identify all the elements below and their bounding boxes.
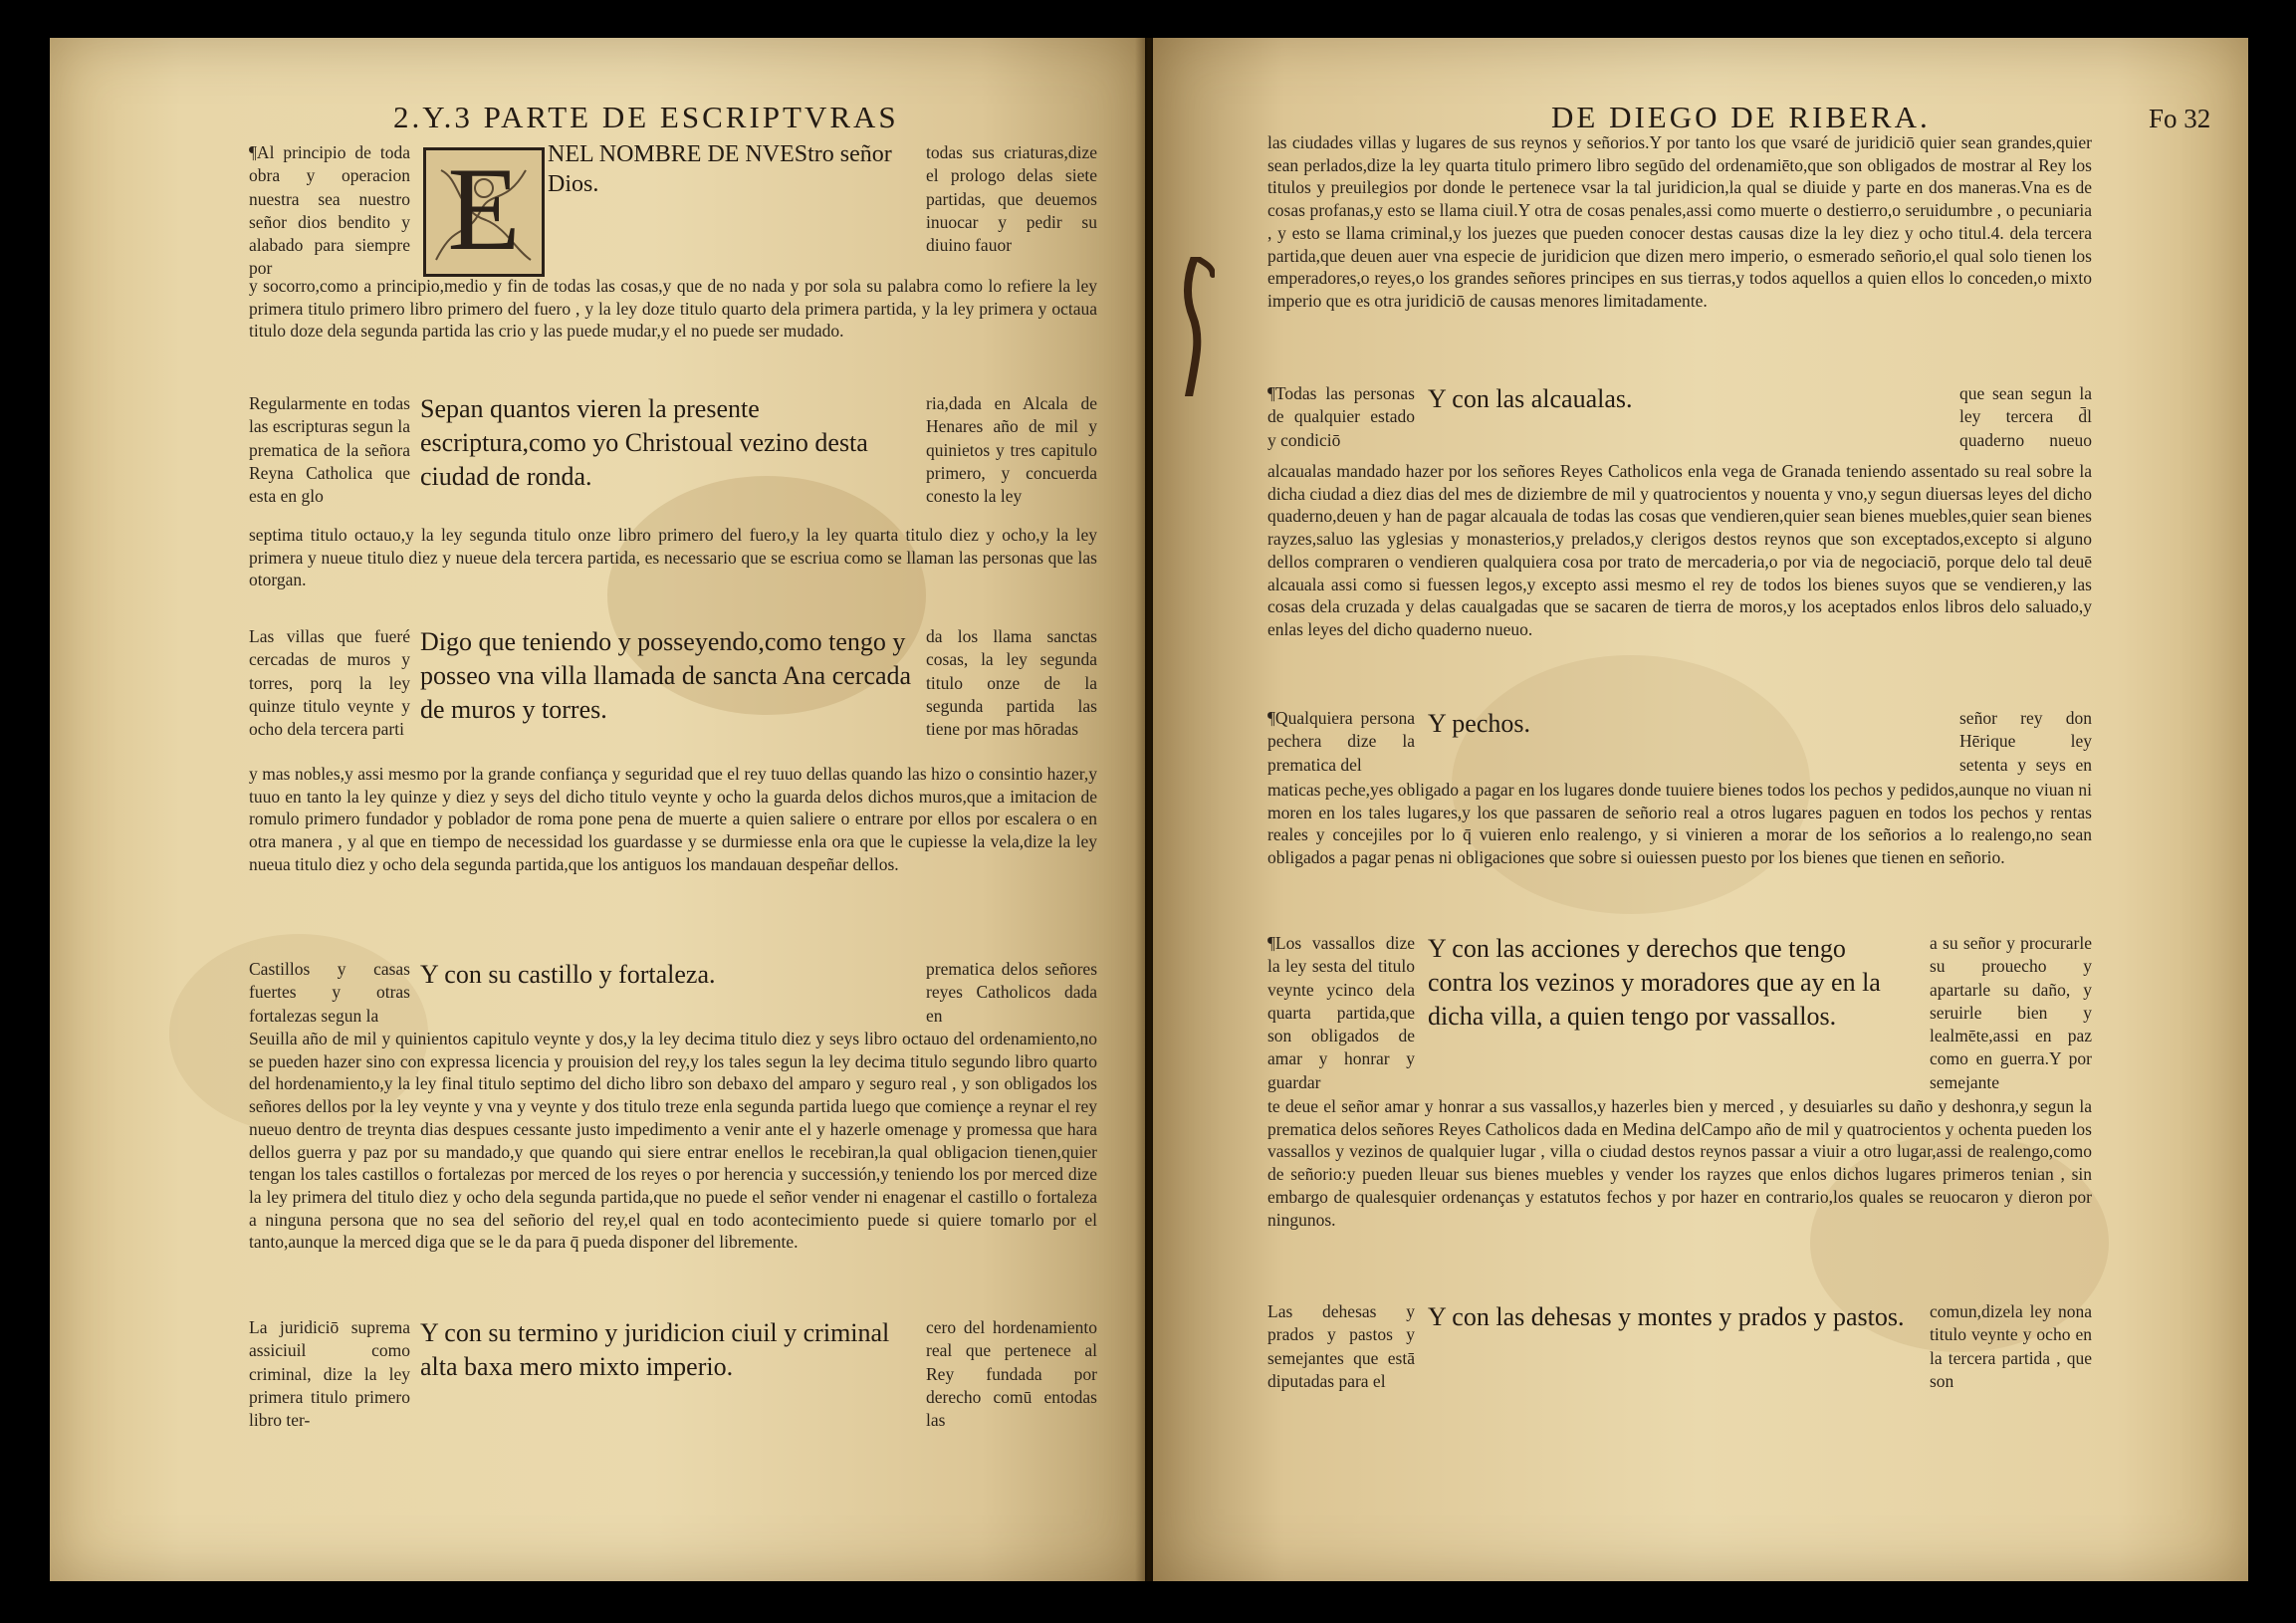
marginal-note-4-right: prematica delos señores reyes Catholicos dada en	[926, 959, 1097, 1026]
left-page	[50, 38, 1145, 1581]
marginal-note-r1-left: ¶Todas las personas de qualquier estado y condiciō	[1267, 383, 1415, 450]
marginal-note-r2-left: ¶Qualquiera persona pechera dize la prematica del	[1267, 708, 1415, 775]
commentary-r1: alcaualas mandado hazer por los señores Reyes Catholicos enla vega de Granada teniendo assentado su real sobre la dicha ciudad a diez dias del mes de diziembre de mil y quatrocientos y nouenta y vno,y segun diuersas leyes del dicho quaderno,deuen y han de pagar alcauala de todas las cosas que vendieren,quier sean bienes muebles,quier sean bienes rayzes,saluo las yglesias y monasterios,y prelados,y clerigos destos reynos que son exceptados,excepto si alguno dellos compraren o vendieren qualquiera cosa por trato de mercaderia,o por via de negociaciō, porque delo tal deuē alcauala assi como si fuessen legos,y excepto assi mesmo el rey de todos los bienes suyos que se vendieren,y las cosas dela cruzada y delas caualgadas que se sacaren de tierra de moros,y los aceptados enlos libros delo saluado,y enlas leyes del dicho quaderno nueuo.	[1267, 461, 2092, 639]
top-commentary: las ciudades villas y lugares de sus reynos y señorios.Y por tanto los que vsaré de juridiciō quier sean grandes,quier sean perlados,dize la ley quarta titulo primero libro segūdo del ordenamiēto,que son obligados de mostrar al Rey los titulos y preuilegios por donde le pertenece vsar la tal juridicion,la qual se diuide y parte en dos maneras.Vna es de cosas profanas,y esto se llama ciuil.Y otra de cosas penales,assi como muerte o destierro,o seruidumbre , o pecuniaria , y esto se llama criminal,y los juezes que pueden conocer destas causas dize la ley diez y ocho titul.4. dela tercera partida,que deuen auer vna especie de juridicion que dizen mero imperio, o esmerado señorio,el qual solo tienen los emperadores,o reyes,o los grandes señores principes en sus tierras,y todos aquellos a quien ellos lo conceden,o mixto imperio que es otra juridiciō de causas menores limitadamente.	[1267, 132, 2092, 311]
formula-3: Digo que teniendo y posseyendo,como tengo y posseo vna villa llamada de sancta Ana cercada de muros y torres.	[420, 627, 912, 724]
marginal-note-r4-right: comun,dizela ley nona titulo veynte y ocho en la tercera partida , que son	[1930, 1301, 2092, 1391]
marginal-note-3-left: Las villas que fueré cercadas de muros y torres, porq la ley quinze titulo veynte y ocho dela tercera parti	[249, 626, 410, 740]
commentary-3: y mas nobles,y assi mesmo por la grande confiança y seguridad que el rey tuuo dellas quando las hizo o consintio hazer,y tuuo en tanto la ley quinze y diez y seys del dicho titulo veynte y ocho la guarda delos dichos muros,que a imitacion de romulo primero fundador y poblador de roma pone pena de muerte a quien saliere o entrare por ellos por escalera o en otra manera , y al que en tiempo de necessidad los guardasse y se durmiesse enla ora que le cupiesse la vela,dize la ley nueua titulo diez y ocho dela segunda partida,que los antiguos los mandauan despeñar dellos.	[249, 764, 1097, 874]
marginal-note-5-left: La juridiciō suprema assiciuil como criminal, dize la ley primera titulo primero libro ter-	[249, 1317, 410, 1431]
marginal-note-2-right: ria,dada en Alcala de Henares año de mil y quinietos y tres capitulo primero, y concuerda conesto la ley	[926, 393, 1097, 507]
marginal-note-1-right: todas sus criaturas,dize el prologo delas siete partidas, que deuemos inuocar y pedir su diuino fauor	[926, 142, 1097, 256]
right-page	[1153, 38, 2248, 1581]
formula-1: NEL NOMBRE DE NVEStro señor Dios.	[548, 141, 892, 197]
binding-clip-icon	[1175, 257, 1215, 396]
commentary-2: septima titulo octauo,y la ley segunda titulo onze libro primero del fuero,y la ley quarta titulo diez y ocho,y la ley primera y nueue titulo diez y nueue dela tercera partida, es necessario que se escriua como se llaman las personas que las otorgan.	[249, 525, 1097, 590]
marginal-note-r3-right: a su señor y procurarle su prouecho y apartarle su daño, y seruirle bien y lealmēte,assi en paz como en guerra.Y por semejante	[1930, 933, 2092, 1092]
formula-r3: Y con las acciones y derechos que tengo contra los vezinos y moradores que ay en la dicha villa, a quien tengo por vassallos.	[1428, 934, 1881, 1031]
formula-r1: Y con las alcaualas.	[1428, 384, 1633, 413]
marginal-note-5-right: cero del hordenamiento real que pertenece al Rey fundada por derecho comū entodas las	[926, 1317, 1097, 1431]
formula-2: Sepan quantos vieren la presente escriptura,como yo Christoual vezino desta ciudad de ronda.	[420, 394, 868, 491]
marginal-note-r1-right: que sean segun la ley tercera d̄l quaderno nueuo	[1959, 383, 2092, 450]
formula-4: Y con su castillo y fortaleza.	[420, 960, 716, 989]
commentary-r2: maticas peche,yes obligado a pagar en los lugares donde tuuiere bienes todos los pechos y pedidos,aunque no viuan ni moren en los tales lugares,y los que passaren de señorio real a otros lugares paguen en todos los pechos y rentas reales y concejiles por lo q̄ vuieren enlo realengo, y si vinieren a morar de los señorios a lo realengo,no sean obligados a pagar penas ni obligaciones que sobre si ouiessen puesto por los bienes que tienen en señorio.	[1267, 780, 2092, 868]
commentary-1: y socorro,como a principio,medio y fin de todas las cosas,y que de no nada y por sola su palabra como lo refiere la ley primera titulo primero libro primero del fuero , y la ley doze titulo quarto dela primera partida, y la ley primera y octaua titulo doze dela segunda partida las crio y las puede mudar,y el no puede ser mudado.	[249, 276, 1097, 342]
formula-r4: Y con las dehesas y montes y prados y pastos.	[1428, 1302, 1905, 1331]
marginal-note-r4-left: Las dehesas y prados y pastos y semejantes que estā diputadas para el	[1267, 1301, 1415, 1391]
marginal-note-4-left: Castillos y casas fuertes y otras fortalezas segun la	[249, 959, 410, 1026]
commentary-r3: te deue el señor amar y honrar a sus vassallos,y hazerles bien y merced , y desuiarles su daño y deshonra,y segun la prematica delos señores Reyes Catholicos dada en Medina delCampo año de mil y quatrocientos y ochenta pueden los vassallos y vezinos de qualquier lugar , villa o ciudad destos reynos passar a viuir a otro lugar,assi de realengo,como de señorio:y pueden lleuar sus bienes muebles y vender los rayzes que enlos dichos lugares primeros tenian , sin embargo de qualesquier ordenanças y estatutos fechos y por hazer en contrario,los quales se reuocaron y dieron por ningunos.	[1267, 1096, 2092, 1230]
marginal-note-3-right: da los llama sanctas cosas, la ley segunda titulo onze de la segunda partida las tiene por mas hōradas	[926, 626, 1097, 740]
decorated-initial	[423, 142, 545, 277]
marginal-note-1-left: ¶Al principio de toda obra y operacion nuestra sea nuestro señor dios bendito y alabado para siempre por	[249, 142, 410, 279]
commentary-4: Seuilla año de mil y quinientos capitulo veynte y dos,y la ley decima titulo diez y seys libro octauo del ordenamiento,no se pueden hazer sino con expressa licencia y prouision del rey,y los tales segun la ley decima titulo segundo libro quarto del hordenamiento,y la ley final titulo septimo del dicho libro son debaxo del amparo y seguro real , y son obligados los señores dellos por la ley veynte y vna y veynte y dos titulo treze enla segunda partida luego que comiençe a reynar el rey nueuo dentro de treynta dias despues cessante justo impedimento a venir ante el y hazerle omenage y promessa que hara dellos guerra y paz por su mandado,y que quando qui siere entrar enellos le recebiran,la qual obligacion tienen,quier tengan los tales castillos o fortalezas por merced de los reyes o por herencia y successión,y teniendo los por merced dize la ley primera del titulo diez y ocho dela segunda partida,que no puede el señor vender ni enagenar el castillo o fortaleza a ninguna persona que no sea del señorio del rey,el qual en todo acontecimiento puede si quiere tomarlo por el tanto,aunque la merced diga que se le da para q̄ pueda disponer del libremente.	[249, 1029, 1097, 1253]
marginal-note-r3-left: ¶Los vassallos dize la ley sesta del titulo veynte ycinco dela quarta partida,que son obligados de amar y honrar y guardar	[1267, 933, 1415, 1092]
marginal-note-r2-right: señor rey don Hērique ley setenta y seys en	[1959, 708, 2092, 775]
initial-letter: E	[447, 142, 521, 275]
formula-r2: Y pechos.	[1428, 709, 1531, 738]
running-header-left: 2.Y.3 PARTE DE ESCRIPTVRAS	[393, 100, 899, 134]
formula-5: Y con su termino y juridicion ciuil y criminal alta baxa mero mixto imperio.	[420, 1318, 890, 1381]
folio-number: Fo 32	[2149, 104, 2211, 133]
running-header-right: DE DIEGO DE RIBERA.	[1551, 100, 1931, 134]
marginal-note-2-left: Regularmente en todas las escripturas segun la prematica de la señora Reyna Catholica que esta en glo	[249, 393, 410, 507]
